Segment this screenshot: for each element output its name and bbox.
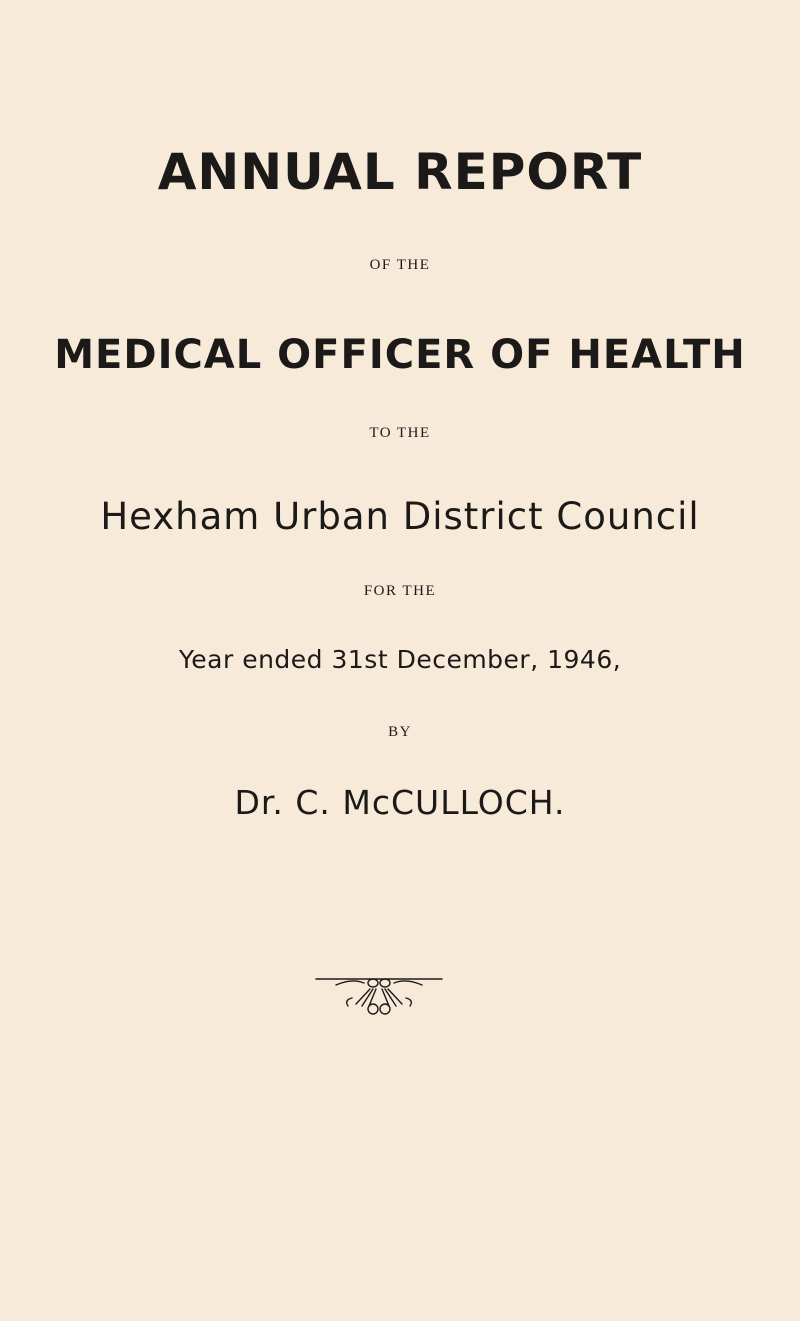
author-name: Dr. C. McCULLOCH. — [234, 783, 566, 822]
officer-heading: MEDICAL OFFICER OF HEALTH — [54, 332, 746, 378]
decorative-ornament-icon — [314, 976, 444, 1016]
report-title: ANNUAL REPORT — [157, 143, 643, 201]
by-label: BY — [388, 724, 412, 740]
report-year: Year ended 31st December, 1946, — [178, 645, 622, 674]
for-the-label: FOR THE — [363, 583, 437, 599]
of-the-label: OF THE — [369, 257, 431, 273]
council-name: Hexham Urban District Council — [100, 495, 700, 538]
to-the-label: TO THE — [369, 425, 431, 441]
